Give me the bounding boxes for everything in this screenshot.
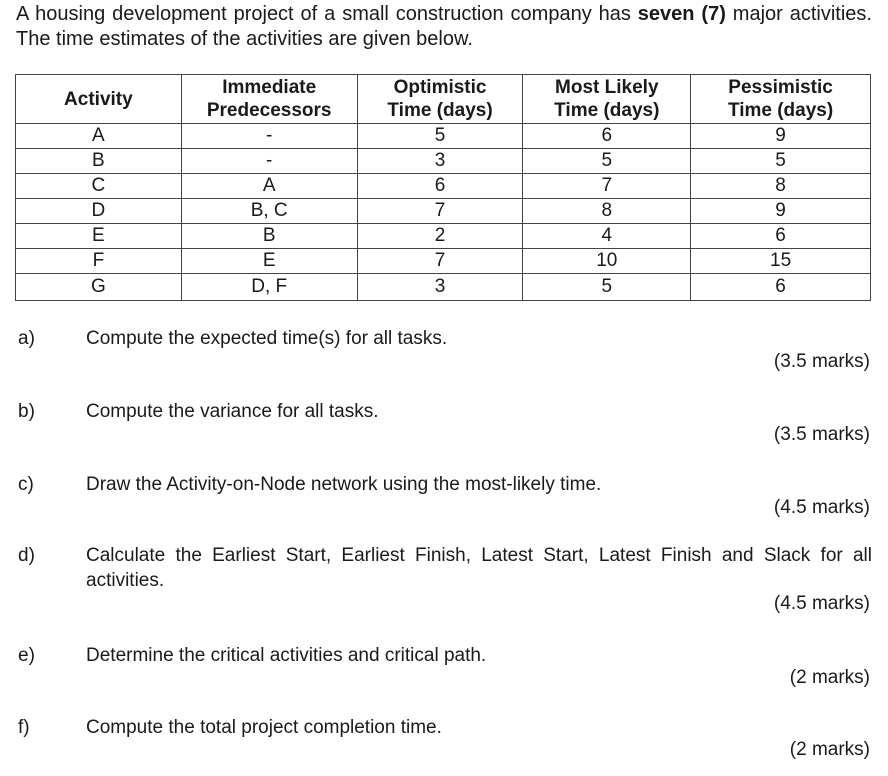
question-marks: (4.5 marks): [773, 497, 870, 518]
intro-activity-count: seven (7): [637, 3, 726, 25]
cell-optimistic: 3: [357, 274, 523, 301]
intro-text-after: major activities. The time estimates of the activities are given below.: [16, 3, 872, 50]
cell-activity: G: [16, 274, 182, 301]
header-activity: Activity: [16, 75, 182, 124]
cell-predecessors: B, C: [181, 199, 357, 224]
cell-pessimistic: 9: [691, 124, 871, 149]
cell-most-likely: 8: [523, 199, 691, 224]
cell-predecessors: -: [181, 149, 357, 174]
cell-most-likely: 4: [523, 224, 691, 249]
question-marks: (4.5 marks): [773, 593, 870, 614]
cell-activity: D: [16, 199, 182, 224]
cell-most-likely: 10: [523, 249, 691, 274]
intro-text-before: A housing development project of a small construction company has: [16, 3, 638, 25]
cell-optimistic: 5: [357, 124, 523, 149]
table-header-row: [16, 75, 871, 124]
cell-optimistic: 3: [357, 149, 523, 174]
question-text: Calculate the Earliest Start, Earliest Finish, Latest Start, Latest Finish and Slack for all activities.: [86, 545, 872, 591]
cell-predecessors: A: [181, 174, 357, 199]
cell-most-likely: 7: [523, 174, 691, 199]
table-row: [16, 249, 871, 274]
question-marks: (2 marks): [789, 667, 870, 688]
question-letter: a): [18, 328, 35, 349]
cell-predecessors: B: [181, 224, 357, 249]
question-text: Compute the variance for all tasks.: [86, 401, 379, 422]
question-letter: b): [18, 401, 35, 422]
cell-most-likely: 5: [523, 149, 691, 174]
cell-optimistic: 7: [357, 199, 523, 224]
question-text: Determine the critical activities and critical path.: [86, 645, 487, 666]
cell-pessimistic: 6: [691, 224, 871, 249]
table-row: [16, 199, 871, 224]
cell-pessimistic: 8: [691, 174, 871, 199]
cell-activity: A: [16, 124, 182, 149]
intro-paragraph: [16, 2, 872, 52]
header-optimistic: Optimistic Time (days): [357, 75, 523, 124]
question-marks: (2 marks): [789, 739, 870, 760]
question-text: Compute the total project completion time.: [86, 717, 442, 738]
table-row: [16, 124, 871, 149]
question-marks: (3.5 marks): [773, 351, 870, 372]
header-pessimistic: Pessimistic Time (days): [691, 75, 871, 124]
question-letter: c): [18, 474, 34, 495]
question-letter: f): [18, 717, 30, 738]
cell-activity: F: [16, 249, 182, 274]
question-text: Draw the Activity-on-Node network using the most-likely time.: [86, 474, 602, 495]
question-marks: (3.5 marks): [773, 424, 870, 445]
cell-most-likely: 6: [523, 124, 691, 149]
table-row: [16, 174, 871, 199]
question-text: Compute the expected time(s) for all tasks.: [86, 328, 448, 349]
cell-pessimistic: 5: [691, 149, 871, 174]
cell-activity: B: [16, 149, 182, 174]
header-predecessors: Immediate Predecessors: [181, 75, 357, 124]
cell-predecessors: E: [181, 249, 357, 274]
cell-pessimistic: 6: [691, 274, 871, 301]
cell-predecessors: D, F: [181, 274, 357, 301]
cell-optimistic: 7: [357, 249, 523, 274]
cell-predecessors: -: [181, 124, 357, 149]
question-letter: d): [18, 545, 35, 566]
cell-activity: E: [16, 224, 182, 249]
cell-optimistic: 6: [357, 174, 523, 199]
table-row: [16, 274, 871, 301]
question-letter: e): [18, 645, 35, 666]
activity-table: [15, 74, 871, 301]
table-row: [16, 149, 871, 174]
cell-pessimistic: 9: [691, 199, 871, 224]
cell-most-likely: 5: [523, 274, 691, 301]
cell-pessimistic: 15: [691, 249, 871, 274]
header-most-likely: Most Likely Time (days): [523, 75, 691, 124]
cell-activity: C: [16, 174, 182, 199]
cell-optimistic: 2: [357, 224, 523, 249]
table-row: [16, 224, 871, 249]
